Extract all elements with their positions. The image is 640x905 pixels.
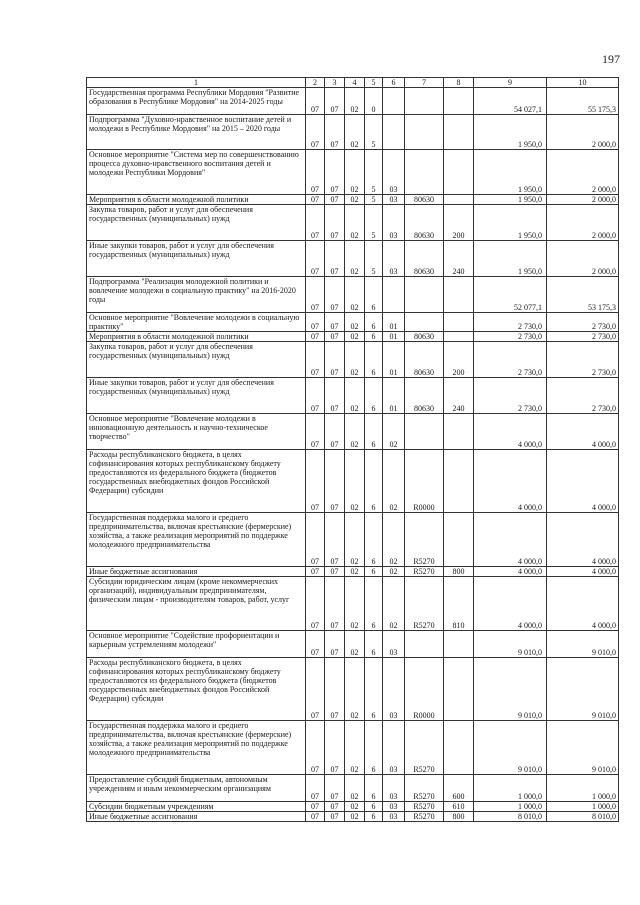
- table-row: [87, 115, 619, 150]
- amount-year-1: 2 730,0: [474, 332, 547, 342]
- code-subsection: 02: [345, 577, 365, 631]
- table-row: [87, 450, 619, 513]
- table-row: [87, 195, 619, 205]
- row-name: Иные закупки товаров, работ и услуг для обеспечения государственных (муниципальных) нужд: [87, 378, 306, 414]
- row-name: Субсидии юридическим лицам (кроме некоммерческих организаций), индивидуальным предпринимателям, физическим лицам - производителям товаров, работ, услуг: [87, 577, 306, 631]
- row-name: Подпрограмма "Духовно-нравственное воспитание детей и молодежи в Республике Мордовия" на 2015 – 2020 годы: [87, 115, 306, 150]
- code-expense-type: 610: [444, 802, 474, 812]
- code-section: 07: [325, 332, 345, 342]
- code-program: 6: [365, 450, 383, 513]
- code-expense-type: [444, 195, 474, 205]
- code-program: 6: [365, 577, 383, 631]
- amount-year-2: 4 000,0: [547, 450, 619, 513]
- amount-year-1: 4 000,0: [474, 567, 547, 577]
- row-name: Мероприятия в области молодежной политики: [87, 195, 306, 205]
- row-name: Мероприятия в области молодежной политики: [87, 332, 306, 342]
- amount-year-1: 1 950,0: [474, 150, 547, 195]
- amount-year-2: 2 730,0: [547, 342, 619, 378]
- code-ministry: 07: [306, 378, 325, 414]
- code-direction: 80630: [405, 241, 444, 277]
- code-subsection: 02: [345, 150, 365, 195]
- code-event: 03: [383, 205, 405, 241]
- code-event: 03: [383, 721, 405, 775]
- code-subsection: 02: [345, 332, 365, 342]
- amount-year-1: 4 000,0: [474, 450, 547, 513]
- code-subsection: 02: [345, 195, 365, 205]
- column-header: 5: [365, 78, 383, 88]
- code-expense-type: 240: [444, 241, 474, 277]
- amount-year-1: 1 950,0: [474, 195, 547, 205]
- code-program: 6: [365, 277, 383, 313]
- code-ministry: 07: [306, 812, 325, 822]
- amount-year-1: 2 730,0: [474, 378, 547, 414]
- code-expense-type: 240: [444, 378, 474, 414]
- code-event: 01: [383, 332, 405, 342]
- code-program: 6: [365, 342, 383, 378]
- code-event: 02: [383, 414, 405, 450]
- table-row: [87, 313, 619, 332]
- code-program: 6: [365, 631, 383, 658]
- code-ministry: 07: [306, 775, 325, 802]
- code-event: 01: [383, 313, 405, 332]
- amount-year-1: 54 027,1: [474, 88, 547, 115]
- amount-year-2: 2 730,0: [547, 332, 619, 342]
- code-program: 6: [365, 513, 383, 567]
- amount-year-1: 1 000,0: [474, 775, 547, 802]
- code-section: 07: [325, 513, 345, 567]
- code-section: 07: [325, 802, 345, 812]
- code-program: 5: [365, 241, 383, 277]
- code-event: 01: [383, 378, 405, 414]
- row-name: Государственная поддержка малого и среднего предпринимательства, включая крестьянские (фермерские) хозяйства, а также реализация мероприятий по поддержке молодежного предпринимательства: [87, 721, 306, 775]
- code-ministry: 07: [306, 802, 325, 812]
- code-event: 02: [383, 513, 405, 567]
- code-section: 07: [325, 775, 345, 802]
- code-event: 03: [383, 812, 405, 822]
- row-name: Субсидии бюджетным учреждениям: [87, 802, 306, 812]
- column-header: 8: [444, 78, 474, 88]
- table-body: [87, 88, 619, 822]
- code-expense-type: [444, 115, 474, 150]
- code-ministry: 07: [306, 631, 325, 658]
- code-program: 0: [365, 88, 383, 115]
- amount-year-1: 4 000,0: [474, 513, 547, 567]
- amount-year-2: 55 175,3: [547, 88, 619, 115]
- amount-year-1: 8 010,0: [474, 812, 547, 822]
- code-subsection: 02: [345, 414, 365, 450]
- code-direction: 80630: [405, 378, 444, 414]
- code-section: 07: [325, 414, 345, 450]
- code-event: 03: [383, 195, 405, 205]
- amount-year-1: 9 010,0: [474, 631, 547, 658]
- amount-year-2: 9 010,0: [547, 631, 619, 658]
- amount-year-2: 2 730,0: [547, 378, 619, 414]
- code-ministry: 07: [306, 567, 325, 577]
- row-name: Подпрограмма "Реализация молодежной политики и вовлечение молодежи в социальную практику" на 2016-2020 годы: [87, 277, 306, 313]
- table-row: [87, 205, 619, 241]
- code-event: 03: [383, 150, 405, 195]
- amount-year-2: 2 000,0: [547, 205, 619, 241]
- code-program: 5: [365, 205, 383, 241]
- code-direction: R0000: [405, 450, 444, 513]
- page-number: 197: [602, 52, 620, 66]
- code-ministry: 07: [306, 88, 325, 115]
- code-program: 6: [365, 414, 383, 450]
- code-expense-type: [444, 631, 474, 658]
- code-section: 07: [325, 577, 345, 631]
- code-ministry: 07: [306, 205, 325, 241]
- amount-year-1: 1 000,0: [474, 802, 547, 812]
- code-program: 6: [365, 313, 383, 332]
- table-row: [87, 88, 619, 115]
- code-expense-type: 200: [444, 342, 474, 378]
- code-event: [383, 115, 405, 150]
- amount-year-2: 4 000,0: [547, 577, 619, 631]
- code-subsection: 02: [345, 631, 365, 658]
- amount-year-2: 4 000,0: [547, 567, 619, 577]
- amount-year-2: 2 000,0: [547, 241, 619, 277]
- code-direction: R5270: [405, 775, 444, 802]
- amount-year-1: 9 010,0: [474, 721, 547, 775]
- code-program: 6: [365, 332, 383, 342]
- code-expense-type: [444, 313, 474, 332]
- code-subsection: 02: [345, 802, 365, 812]
- code-direction: [405, 115, 444, 150]
- code-expense-type: [444, 450, 474, 513]
- row-name: Закупка товаров, работ и услуг для обеспечения государственных (муниципальных) нужд: [87, 342, 306, 378]
- code-section: 07: [325, 812, 345, 822]
- code-ministry: 07: [306, 313, 325, 332]
- code-section: 07: [325, 631, 345, 658]
- code-direction: 80630: [405, 342, 444, 378]
- row-name: Основное мероприятие "Содействие профориентации и карьерным устремлениям молодежи": [87, 631, 306, 658]
- code-ministry: 07: [306, 414, 325, 450]
- code-subsection: 02: [345, 513, 365, 567]
- code-expense-type: [444, 150, 474, 195]
- code-subsection: 02: [345, 567, 365, 577]
- code-ministry: 07: [306, 450, 325, 513]
- row-name: Расходы республиканского бюджета, в целях софинансирования которых республиканскому бюджету предоставляются из федерального бюджета (бюджетов государственных внебюджетных фондов Российской Федерации) субсидии: [87, 658, 306, 721]
- code-subsection: 02: [345, 775, 365, 802]
- code-program: 5: [365, 150, 383, 195]
- amount-year-2: 2 000,0: [547, 195, 619, 205]
- row-name: Расходы республиканского бюджета, в целях софинансирования которых республиканскому бюджету предоставляются из федерального бюджета (бюджетов государственных внебюджетных фондов Российской Федерации) субсидии: [87, 450, 306, 513]
- amount-year-1: 52 077,1: [474, 277, 547, 313]
- code-direction: 80630: [405, 195, 444, 205]
- code-expense-type: [444, 658, 474, 721]
- row-name: Иные закупки товаров, работ и услуг для обеспечения государственных (муниципальных) нужд: [87, 241, 306, 277]
- column-header: 6: [383, 78, 405, 88]
- column-header: 7: [405, 78, 444, 88]
- code-subsection: 02: [345, 812, 365, 822]
- code-ministry: 07: [306, 577, 325, 631]
- code-expense-type: [444, 721, 474, 775]
- code-direction: [405, 277, 444, 313]
- row-name: Иные бюджетные ассигнования: [87, 812, 306, 822]
- row-name: Закупка товаров, работ и услуг для обеспечения государственных (муниципальных) нужд: [87, 205, 306, 241]
- amount-year-2: 2 000,0: [547, 150, 619, 195]
- amount-year-2: 1 000,0: [547, 775, 619, 802]
- amount-year-1: 4 000,0: [474, 414, 547, 450]
- code-program: 6: [365, 567, 383, 577]
- code-event: [383, 88, 405, 115]
- column-header: 10: [547, 78, 619, 88]
- table-row: [87, 577, 619, 631]
- code-expense-type: [444, 414, 474, 450]
- table-row: [87, 775, 619, 802]
- code-program: 6: [365, 378, 383, 414]
- amount-year-1: 2 730,0: [474, 342, 547, 378]
- code-program: 5: [365, 115, 383, 150]
- code-subsection: 02: [345, 658, 365, 721]
- amount-year-2: 53 175,3: [547, 277, 619, 313]
- code-subsection: 02: [345, 378, 365, 414]
- code-event: 01: [383, 342, 405, 378]
- column-header: 1: [87, 78, 306, 88]
- code-expense-type: 200: [444, 205, 474, 241]
- amount-year-2: 2 730,0: [547, 313, 619, 332]
- code-ministry: 07: [306, 342, 325, 378]
- table-row: [87, 150, 619, 195]
- code-expense-type: 800: [444, 567, 474, 577]
- code-direction: R5270: [405, 812, 444, 822]
- amount-year-1: 1 950,0: [474, 115, 547, 150]
- code-direction: R5270: [405, 577, 444, 631]
- column-header: 3: [325, 78, 345, 88]
- table-row: [87, 277, 619, 313]
- amount-year-2: 9 010,0: [547, 721, 619, 775]
- amount-year-1: 2 730,0: [474, 313, 547, 332]
- code-ministry: 07: [306, 241, 325, 277]
- code-ministry: 07: [306, 721, 325, 775]
- amount-year-2: 1 000,0: [547, 802, 619, 812]
- code-direction: [405, 313, 444, 332]
- code-event: 03: [383, 241, 405, 277]
- code-event: 02: [383, 567, 405, 577]
- code-ministry: 07: [306, 150, 325, 195]
- column-header: 2: [306, 78, 325, 88]
- code-event: 03: [383, 631, 405, 658]
- code-event: 03: [383, 802, 405, 812]
- row-name: Предоставление субсидий бюджетным, автономным учреждениям и иным некоммерческим организациям: [87, 775, 306, 802]
- code-section: 07: [325, 205, 345, 241]
- budget-table: [86, 77, 619, 822]
- code-expense-type: 800: [444, 812, 474, 822]
- column-header: 4: [345, 78, 365, 88]
- code-subsection: 02: [345, 205, 365, 241]
- table-row: [87, 342, 619, 378]
- code-direction: [405, 414, 444, 450]
- row-name: Иные бюджетные ассигнования: [87, 567, 306, 577]
- table-row: [87, 812, 619, 822]
- code-expense-type: [444, 513, 474, 567]
- code-ministry: 07: [306, 277, 325, 313]
- table-row: [87, 658, 619, 721]
- amount-year-2: 2 000,0: [547, 115, 619, 150]
- table-row: [87, 414, 619, 450]
- code-event: 03: [383, 775, 405, 802]
- amount-year-1: 1 950,0: [474, 205, 547, 241]
- code-section: 07: [325, 313, 345, 332]
- code-direction: 80630: [405, 205, 444, 241]
- code-direction: R0000: [405, 658, 444, 721]
- code-subsection: 02: [345, 450, 365, 513]
- code-section: 07: [325, 195, 345, 205]
- code-expense-type: 600: [444, 775, 474, 802]
- code-ministry: 07: [306, 115, 325, 150]
- code-section: 07: [325, 567, 345, 577]
- code-section: 07: [325, 241, 345, 277]
- code-section: 07: [325, 450, 345, 513]
- amount-year-2: 4 000,0: [547, 513, 619, 567]
- code-program: 6: [365, 721, 383, 775]
- amount-year-1: 4 000,0: [474, 577, 547, 631]
- code-section: 07: [325, 88, 345, 115]
- table-row: [87, 513, 619, 567]
- code-ministry: 07: [306, 513, 325, 567]
- amount-year-2: 4 000,0: [547, 414, 619, 450]
- code-program: 6: [365, 658, 383, 721]
- code-subsection: 02: [345, 277, 365, 313]
- code-program: 6: [365, 812, 383, 822]
- column-header: 9: [474, 78, 547, 88]
- code-direction: [405, 150, 444, 195]
- amount-year-2: 8 010,0: [547, 812, 619, 822]
- code-expense-type: [444, 277, 474, 313]
- row-name: Основное мероприятие "Вовлечение молодежи в социальную практику": [87, 313, 306, 332]
- code-expense-type: [444, 88, 474, 115]
- table-row: [87, 567, 619, 577]
- row-name: Основное мероприятие "Вовлечение молодежи в инновационную деятельность и научно-техническое творчество": [87, 414, 306, 450]
- code-section: 07: [325, 342, 345, 378]
- code-section: 07: [325, 115, 345, 150]
- code-program: 6: [365, 775, 383, 802]
- table-row: [87, 802, 619, 812]
- table-row: [87, 241, 619, 277]
- code-event: 02: [383, 450, 405, 513]
- code-subsection: 02: [345, 721, 365, 775]
- code-event: [383, 277, 405, 313]
- code-subsection: 02: [345, 241, 365, 277]
- row-name: Основное мероприятие "Система мер по совершенствованию процесса духовно-нравственного воспитания детей и молодежи Республики Мордовия": [87, 150, 306, 195]
- code-program: 6: [365, 802, 383, 812]
- code-ministry: 07: [306, 195, 325, 205]
- table-row: [87, 378, 619, 414]
- amount-year-1: 9 010,0: [474, 658, 547, 721]
- code-event: 02: [383, 577, 405, 631]
- code-expense-type: [444, 332, 474, 342]
- code-direction: [405, 631, 444, 658]
- code-section: 07: [325, 658, 345, 721]
- code-section: 07: [325, 150, 345, 195]
- code-section: 07: [325, 721, 345, 775]
- code-section: 07: [325, 277, 345, 313]
- amount-year-1: 1 950,0: [474, 241, 547, 277]
- code-ministry: 07: [306, 658, 325, 721]
- amount-year-2: 9 010,0: [547, 658, 619, 721]
- code-subsection: 02: [345, 88, 365, 115]
- table-row: [87, 721, 619, 775]
- code-direction: R5270: [405, 513, 444, 567]
- code-direction: R5270: [405, 567, 444, 577]
- code-subsection: 02: [345, 313, 365, 332]
- code-subsection: 02: [345, 115, 365, 150]
- code-ministry: 07: [306, 332, 325, 342]
- row-name: Государственная программа Республики Мордовия "Развитие образования в Республике Мордовия" на 2014-2025 годы: [87, 88, 306, 115]
- code-direction: R5270: [405, 802, 444, 812]
- code-event: 03: [383, 658, 405, 721]
- code-direction: [405, 88, 444, 115]
- code-direction: 80630: [405, 332, 444, 342]
- row-name: Государственная поддержка малого и среднего предпринимательства, включая крестьянские (фермерские) хозяйства, а также реализация мероприятий по поддержке молодежного предпринимательства: [87, 513, 306, 567]
- header-row: [87, 78, 619, 88]
- code-subsection: 02: [345, 342, 365, 378]
- code-program: 5: [365, 195, 383, 205]
- code-section: 07: [325, 378, 345, 414]
- table-row: [87, 631, 619, 658]
- code-expense-type: 810: [444, 577, 474, 631]
- code-direction: R5270: [405, 721, 444, 775]
- table-row: [87, 332, 619, 342]
